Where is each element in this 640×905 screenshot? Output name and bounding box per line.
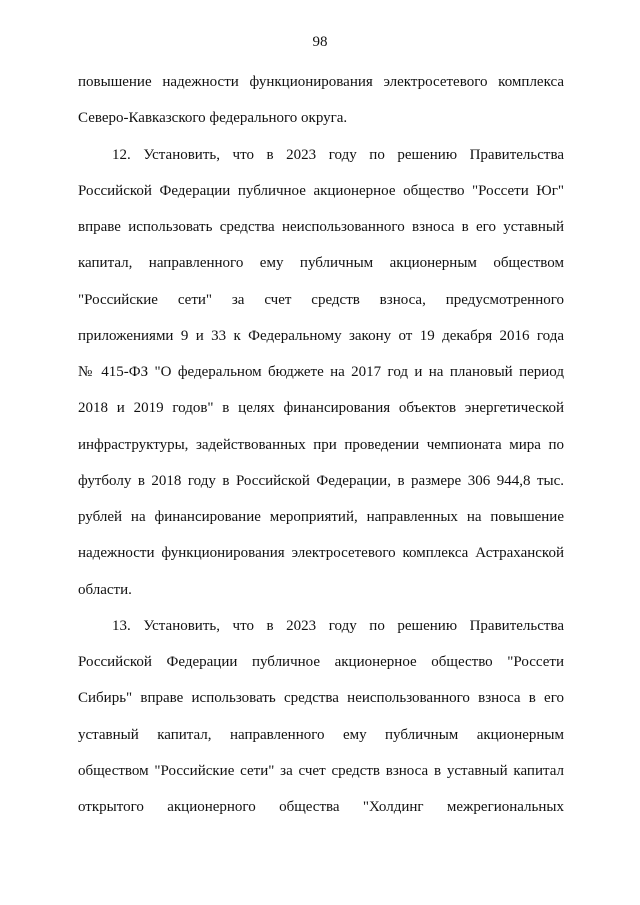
text-line: футболу в 2018 году в Российской Федерации, в размере 306 944,8 тыс.	[78, 472, 564, 489]
paragraph-12-first-line: 12. Установить, что в 2023 году по решению Правительства	[112, 146, 564, 163]
text-line: повышение надежности функционирования электросетевого комплекса	[78, 74, 564, 90]
text-line: инфраструктуры, задействованных при проведении чемпионата мира по	[78, 436, 564, 453]
text-line: Российской Федерации публичное акционерное общество "Россети	[78, 654, 564, 670]
text-line: 2018 и 2019 годов" в целях финансирования объектов энергетической	[78, 400, 564, 417]
text-line: обществом "Российские сети" за счет средств взноса в уставный капитал	[78, 762, 564, 779]
text-line: приложениями 9 и 33 к Федеральному закону от 19 декабря 2016 года	[78, 327, 564, 344]
text-line: вправе использовать средства неиспользованного взноса в его уставный	[78, 219, 564, 235]
text-line: рублей на финансирование мероприятий, направленных на повышение	[78, 509, 564, 525]
text-line: капитал, направленного ему публичным акционерным обществом	[78, 255, 564, 272]
text-line: надежности функционирования электросетевого комплекса Астраханской	[78, 545, 564, 562]
page-number: 98	[312, 34, 328, 50]
text-line: Северо-Кавказского федерального округа.	[78, 110, 348, 127]
paragraph-13-first-line: 13. Установить, что в 2023 году по решению Правительства	[112, 617, 564, 634]
text-line: Российской Федерации публичное акционерное общество "Россети Юг"	[78, 182, 564, 199]
text-line: области.	[78, 581, 132, 598]
text-line: открытого акционерного общества "Холдинг межрегиональных	[78, 799, 564, 815]
text-line: Сибирь" вправе использовать средства неиспользованного взноса в его	[78, 690, 564, 707]
text-line: "Российские сети" за счет средств взноса, предусмотренного	[78, 291, 564, 308]
text-line: уставный капитал, направленного ему публичным акционерным	[78, 726, 564, 743]
document-body	[78, 67, 564, 828]
text-line: № 415-ФЗ "О федеральном бюджете на 2017 год и на плановый период	[78, 364, 564, 380]
